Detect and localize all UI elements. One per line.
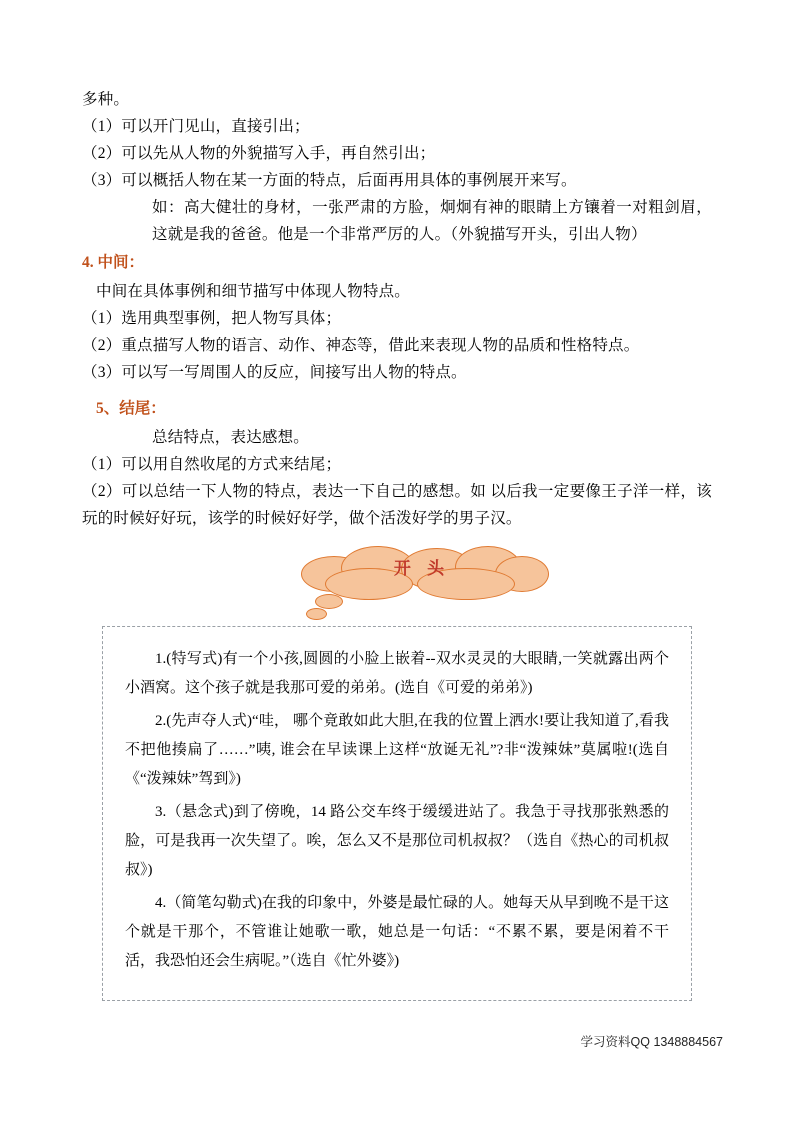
text-line: （3）可以写一写周围人的反应，间接写出人物的特点。 [82, 364, 467, 381]
text-line: （1）可以用自然收尾的方式来结尾； [82, 456, 342, 473]
text-line: 总结特点，表达感想。 [152, 429, 310, 446]
cloud-shape [297, 546, 547, 592]
example-item: 3.（悬念式)到了傍晚，14 路公交车终于缓缓进站了。我急于寻找那张熟悉的脸，可是我再一次失望了。唉，怎么又不是那位司机叔叔？（选自《热心的司机叔叔》) [125, 804, 669, 878]
text-line: （1）可以开门见山，直接引出； [82, 118, 310, 135]
document-body [82, 86, 712, 1001]
text-line: （1）选用典型事例，把人物写具体； [82, 310, 342, 327]
cloud-tail-large [315, 594, 343, 609]
examples-box [102, 626, 692, 1001]
footer-note: 学习资料QQ 1348884567 [580, 1035, 723, 1049]
example-item: 2.(先声夺人式)“哇， 哪个竟敢如此大胆,在我的位置上洒水!要让我知道了,看我不把他揍扁了……”咦, 谁会在早读课上这样“放诞无礼”?非“泼辣妹”莫属啦!(选自《“泼辣妹”驾到》) [125, 713, 669, 787]
example-item: 4.（简笔勾勒式)在我的印象中，外婆是最忙碌的人。她每天从早到晚不是干这个就是干那个，不管谁让她歌一歌，她总是一句话：“不累不累，要是闲着不干活，我恐怕还会生病呢。”（选自《忙外婆》) [125, 895, 669, 969]
cloud-tail-small [306, 608, 327, 620]
section-heading-middle: 4. 中间： [82, 254, 145, 271]
text-line: （2）可以先从人物的外貌描写入手，再自然引出； [82, 145, 436, 162]
example-item: 1.(特写式)有一个小孩,圆圆的小脸上嵌着--双水灵灵的大眼睛,一笑就露出两个小酒窝。这个孩子就是我那可爱的弟弟。(选自《可爱的弟弟》) [125, 651, 669, 696]
text-line: （2）可以总结一下人物的特点，表达一下自己的感想。如 以后我一定要像王子洋一样，该玩的时候好好玩，该学的时候好好学，做个活泼好学的男子汉。 [82, 483, 712, 527]
text-line: 中间在具体事例和细节描写中体现人物特点。 [96, 283, 411, 300]
section-heading-ending: 5、结尾： [96, 400, 166, 417]
banner-label: 开 头 [393, 559, 451, 578]
banner-cloud [82, 546, 712, 624]
example-paragraph: 如：高大健壮的身材，一张严肃的方脸，炯炯有神的眼睛上方镶着一对粗剑眉，这就是我的爸爸。他是一个非常严厉的人。（外貌描写开头，引出人物） [152, 199, 712, 243]
spacer [82, 386, 712, 394]
text-line: 多种。 [82, 91, 130, 108]
text-line: （2）重点描写人物的语言、动作、神态等，借此来表现人物的品质和性格特点。 [82, 337, 640, 354]
text-line: （3）可以概括人物在某一方面的特点，后面再用具体的事例展开来写。 [82, 172, 577, 189]
